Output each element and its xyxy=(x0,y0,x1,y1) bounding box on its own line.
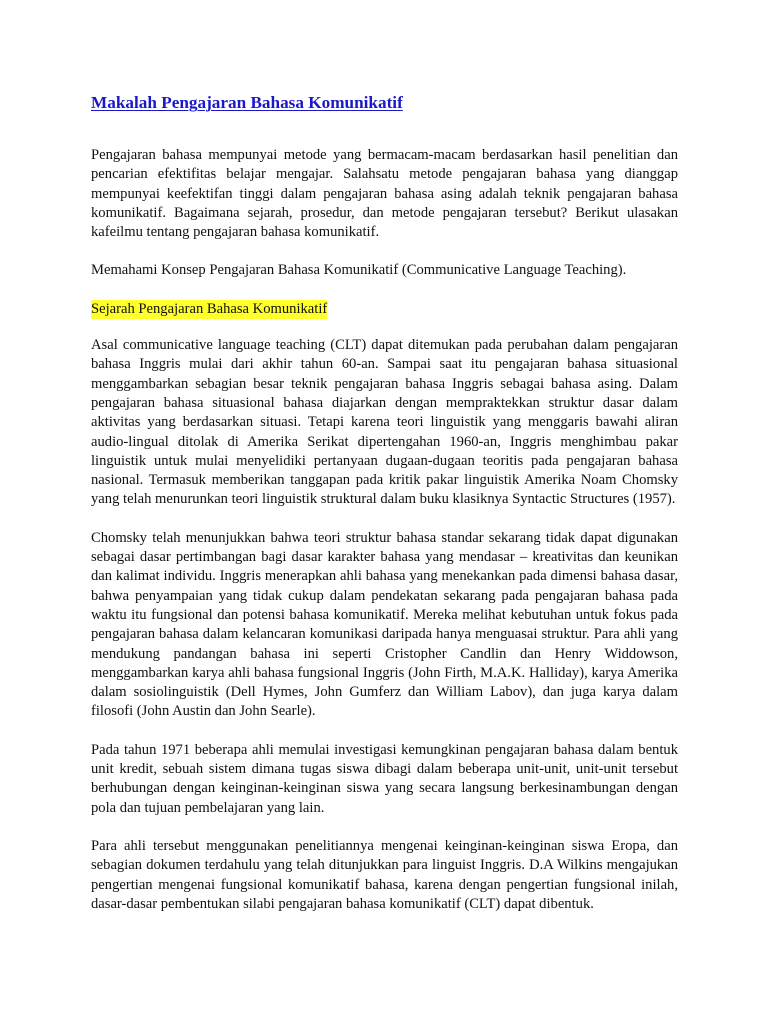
history-paragraph-1: Asal communicative language teaching (CLT) dapat ditemukan pada perubahan dalam pengajaran bahasa Inggris mulai dari akhir tahun 60-an. Sampai saat itu pengajaran bahasa situasional menggambarkan sebagian besar teknik pengajaran bahasa Inggris sebagai bahasa asing. Dalam pengajaran bahasa situasional bahasa diajarkan dengan mempraktekkan struktur dasar dalam aktivitas yang berdasarkan situasi. Tetapi karena teori linguistik yang menggaris bawahi aliran audio-lingual ditolak di Amerika Serikat dipertengahan 1960-an, Inggris menghimbau pakar linguistik untuk mulai menyelidiki pertanyaan dugaan-dugaan teoritis pada pengajaran bahasa nasional. Termasuk memberikan tanggapan pada kritik pakar linguistik Amerika Noam Chomsky yang telah menurunkan teori linguistik struktural dalam buku klasiknya Syntactic Structures (1957). xyxy=(91,337,678,508)
history-paragraph-3: Pada tahun 1971 beberapa ahli memulai investigasi kemungkinan pengajaran bahasa dalam bentuk unit kredit, sebuah sistem dimana tugas siswa dibagi dalam beberapa unit-unit, unit-unit tersebut berhubungan dengan keinginan-keinginan siswa yang secara langsung berkesinambungan dengan pola dan tujuan pembelajaran yang lain. xyxy=(91,741,678,816)
history-paragraph-2: Chomsky telah menunjukkan bahwa teori struktur bahasa standar sekarang tidak dapat digunakan sebagai dasar pertimbangan bagi dasar karakter bahasa yang mendasar – kreativitas dan keunikan dan kalimat individu. Inggris menerapkan ahli bahasa yang menekankan pada dimensi bahasa dasar, bahwa penyampaian yang tidak cukup dalam pendekatan sekarang pada pengajaran bahasa pada waktu itu fungsional dan potensi bahasa komunikatif. Mereka melihat kebutuhan untuk fokus pada pengajaran bahasa dalam kelancaran komunikasi daripada hanya menguasai struktur. Para ahli yang mendukung pandangan bahasa ini seperti Cristopher Candlin dan Henry Widdowson, menggambarkan karya ahli bahasa fungsional Inggris (John Firth, M.A.K. Halliday), karya Amerika dalam sosiolinguistik (Dell Hymes, John Gumferz dan William Labov), dan juga karya dalam filosofi (John Austin dan John Searle). xyxy=(91,529,678,720)
document-title: Makalah Pengajaran Bahasa Komunikatif xyxy=(91,93,403,112)
section-heading xyxy=(91,300,678,319)
intro-paragraph: Pengajaran bahasa mempunyai metode yang bermacam-macam berdasarkan hasil penelitian dan pencarian efektifitas belajar mengajar. Salahsatu metode pengajaran bahasa yang dianggap mempunyai keefektifan tinggi dalam pengajaran bahasa asing adalah teknik pengajaran bahasa komunikatif. Bagaimana sejarah, prosedur, dan metode pengajaran tersebut? Berikut ulasakan kafeilmu tentang pengajaran bahasa komunikatif. xyxy=(91,147,678,241)
concept-line: Memahami Konsep Pengajaran Bahasa Komunikatif (Communicative Language Teaching). xyxy=(91,262,627,279)
highlighted-heading-text: Sejarah Pengajaran Bahasa Komunikatif xyxy=(91,300,328,317)
history-paragraph-4: Para ahli tersebut menggunakan penelitiannya mengenai keinginan-keinginan siswa Eropa, dan sebagian dokumen terdahulu yang telah ditunjukkan para linguist Inggris. D.A Wilkins mengajukan pengertian mengenai fungsional komunikatif bahasa, karena dengan pengertian fungsional inilah, dasar-dasar pembentukan silabi pengajaran bahasa komunikatif (CLT) dapat dibentuk. xyxy=(91,837,678,912)
